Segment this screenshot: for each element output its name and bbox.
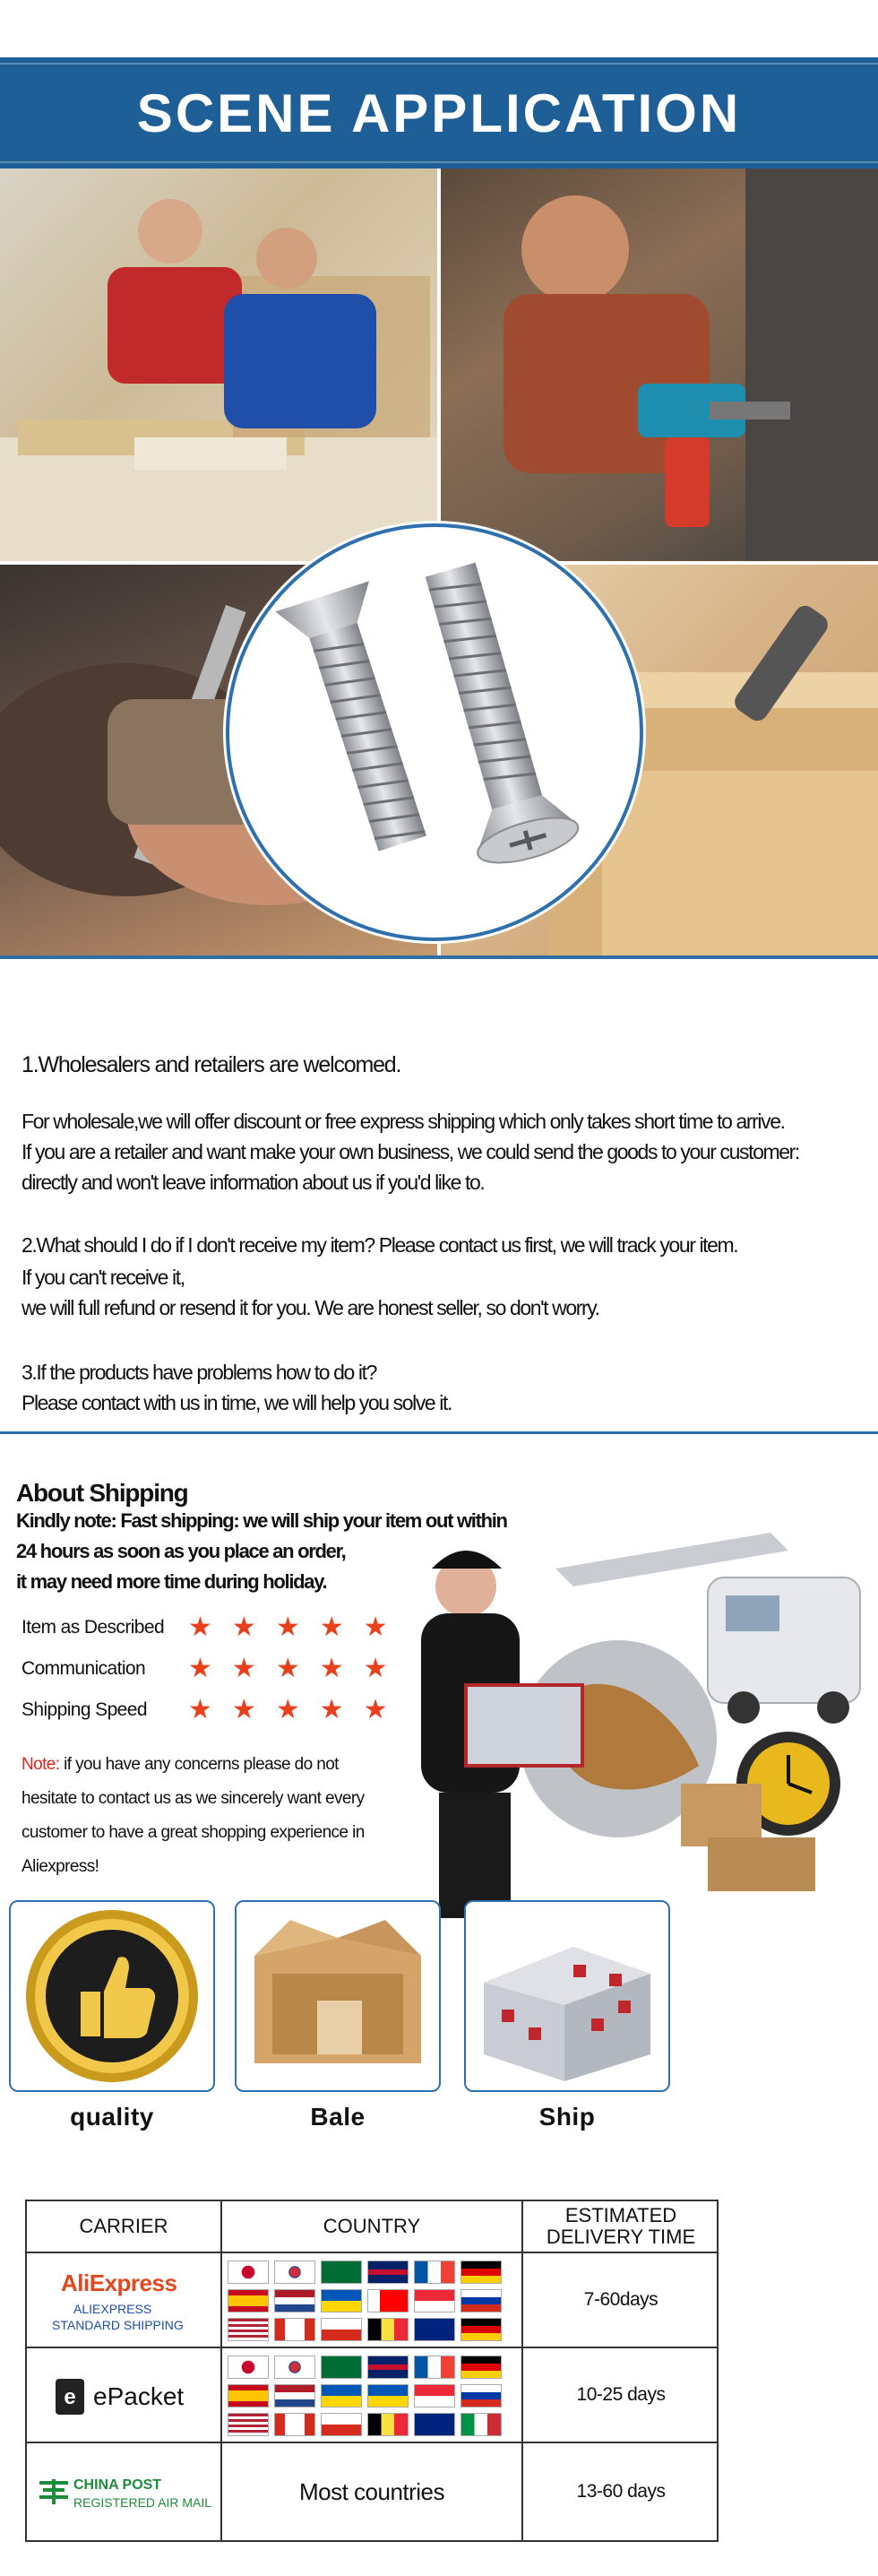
- delivery-time: 7-60days: [523, 2253, 719, 2348]
- scene-collage: [0, 169, 878, 955]
- workshop-illustration: [0, 169, 437, 561]
- quality-card: [9, 1900, 215, 2092]
- rating-stars: [188, 1651, 388, 1687]
- russia-flag-icon: [461, 2384, 502, 2407]
- flag-grid: [228, 2260, 502, 2341]
- thumbs-up-medal-icon: [11, 1902, 213, 2090]
- star-icon: ★: [188, 1612, 212, 1642]
- uk-flag-icon: [367, 2356, 409, 2379]
- star-icon: ★: [231, 1612, 256, 1642]
- drill-illustration: [441, 169, 878, 561]
- epacket-name: ePacket: [93, 2382, 185, 2410]
- carrier-sub: REGISTERED AIR MAIL: [73, 2495, 212, 2510]
- star-icon: ★: [231, 1695, 256, 1725]
- header-time-line: DELIVERY TIME: [546, 2226, 696, 2248]
- header-country: COUNTRY: [222, 2201, 523, 2253]
- rating-label: Item as Described: [22, 1617, 165, 1638]
- china-post-name: CHINA POST: [73, 2477, 162, 2493]
- ukraine-flag-icon: [321, 2384, 362, 2407]
- star-icon: ★: [319, 1612, 344, 1642]
- carrier-sub: STANDARD SHIPPING: [52, 2318, 184, 2332]
- shipping-note: customer to have a great shopping experience in: [22, 1823, 365, 1842]
- belgium-flag-icon: [367, 2318, 409, 2341]
- quality-label: quality: [70, 2103, 154, 2131]
- ukraine-flag-icon: [367, 2384, 409, 2407]
- chile-flag-icon: [321, 2318, 362, 2341]
- note-prefix: Note:: [22, 1755, 60, 1774]
- australia-flag-icon: [414, 2318, 455, 2341]
- france-flag-icon: [414, 2260, 455, 2284]
- photo-workshop-carpenters: [0, 169, 437, 561]
- spain-flag-icon: [228, 2384, 269, 2407]
- shipping-section: [0, 1434, 878, 1918]
- germany-flag-icon: [461, 2356, 502, 2379]
- carrier-aliexpress: [27, 2253, 222, 2348]
- country-flags-2: [222, 2348, 523, 2443]
- shipping-note-line: Kindly note: Fast shipping: we will ship your item out within: [16, 1509, 507, 1532]
- rating-label: Shipping Speed: [22, 1699, 147, 1720]
- star-icon: ★: [231, 1654, 256, 1683]
- france-flag-icon: [414, 2356, 455, 2379]
- shipping-title: About Shipping: [16, 1479, 188, 1507]
- rating-label: Communication: [22, 1658, 146, 1679]
- shipping-photo: [412, 1515, 878, 1918]
- carrier-china-post: [27, 2443, 222, 2540]
- product-circle: [226, 523, 643, 941]
- china-post-logo-icon: [36, 2477, 72, 2506]
- russia-flag-icon: [461, 2289, 502, 2312]
- delivery-table: [25, 2200, 719, 2542]
- rating-stars: [188, 1692, 388, 1728]
- star-icon: ★: [363, 1695, 388, 1725]
- japan-flag-icon: [228, 2356, 269, 2379]
- wrapped-parcel-icon: [466, 1902, 668, 2090]
- note-text: if you have any concerns please do not: [59, 1755, 339, 1774]
- star-icon: ★: [188, 1654, 212, 1683]
- country-flags-1: [222, 2253, 523, 2348]
- faq-1-line: directly and won't leave information about us if you'd like to.: [22, 1171, 485, 1194]
- saudi-flag-icon: [321, 2356, 362, 2379]
- packaging-section: [0, 1900, 878, 2160]
- indonesia-flag-icon: [414, 2289, 455, 2312]
- section-banner: [0, 57, 878, 169]
- carrier-sub: ALIEXPRESS: [73, 2302, 152, 2316]
- country-text: Most countries: [222, 2443, 523, 2540]
- canada-flag-icon: [274, 2318, 315, 2341]
- faq-2-line: we will full refund or resend it for you. We are honest seller, so don't worry.: [22, 1296, 599, 1319]
- rating-stars: [188, 1610, 388, 1646]
- shipping-note-line: 24 hours as soon as you place an order,: [16, 1540, 346, 1562]
- australia-flag-icon: [414, 2413, 455, 2436]
- faq-1-line: For wholesale,we will offer discount or free express shipping which only takes short time to arrive.: [22, 1110, 785, 1133]
- germany-flag-icon: [461, 2318, 502, 2341]
- faq-2-line: If you can't receive it,: [22, 1266, 185, 1289]
- faq-2-line: 2.What should I do if I don't receive my item? Please contact us first, we will track your item.: [22, 1233, 738, 1257]
- ukraine-flag-icon: [321, 2289, 362, 2312]
- star-icon: ★: [275, 1612, 300, 1642]
- uk-flag-icon: [367, 2260, 409, 2284]
- rating-row: [22, 1610, 388, 1646]
- faq-3-line: 3.If the products have problems how to do it?: [22, 1361, 376, 1384]
- carrier-epacket: [27, 2348, 222, 2443]
- rating-row: [22, 1692, 388, 1728]
- faq-1-title: 1.Wholesalers and retailers are welcomed.: [22, 1052, 401, 1077]
- spain-flag-icon: [228, 2289, 269, 2312]
- faq-1-line: If you are a retailer and want make your own business, we could send the goods to your customer:: [22, 1140, 799, 1163]
- bale-label: Bale: [310, 2103, 366, 2131]
- star-icon: ★: [275, 1654, 300, 1683]
- usa-flag-icon: [228, 2318, 269, 2341]
- indonesia-flag-icon: [414, 2384, 455, 2407]
- germany-flag-icon: [461, 2260, 502, 2284]
- chile-flag-icon: [321, 2413, 362, 2436]
- flag-grid: [228, 2356, 502, 2436]
- faq-section: [0, 955, 878, 1434]
- header-time-line: ESTIMATED: [564, 2204, 677, 2226]
- shipping-note: hesitate to contact us as we sincerely want every: [22, 1789, 365, 1808]
- star-icon: ★: [275, 1695, 300, 1725]
- delivery-illustration: [412, 1515, 878, 1918]
- rating-row: [22, 1651, 388, 1687]
- korea-flag-icon: [274, 2356, 315, 2379]
- header-carrier: CARRIER: [27, 2201, 222, 2253]
- delivery-time: 13-60 days: [576, 2481, 666, 2502]
- star-icon: ★: [363, 1612, 388, 1642]
- faq-3-line: Please contact with us in time, we will help you solve it.: [22, 1391, 452, 1414]
- shipping-note: Aliexpress!: [22, 1857, 99, 1876]
- screws-product-image: [229, 527, 640, 938]
- star-icon: ★: [319, 1695, 344, 1725]
- shipping-note-line: it may need more time during holiday.: [16, 1570, 327, 1593]
- delivery-time: 10-25 days: [523, 2348, 719, 2443]
- canada-flag-icon: [274, 2413, 315, 2436]
- japan-flag-icon: [228, 2260, 269, 2284]
- korea-flag-icon: [274, 2260, 315, 2284]
- saudi-flag-icon: [321, 2260, 362, 2284]
- italy-flag-icon: [461, 2413, 502, 2436]
- netherlands-flag-icon: [274, 2384, 315, 2407]
- photo-drill-worker: [441, 169, 878, 561]
- ship-label: Ship: [538, 2103, 596, 2131]
- carton-box-icon: [237, 1902, 439, 2090]
- header-delivery-time: [523, 2201, 719, 2253]
- star-icon: ★: [319, 1654, 344, 1683]
- banner-title: SCENE APPLICATION: [136, 83, 742, 143]
- aliexpress-logo: AliExpress: [61, 2269, 177, 2296]
- epacket-logo-icon: [54, 2377, 86, 2416]
- usa-flag-icon: [228, 2413, 269, 2436]
- ship-card: [464, 1900, 670, 2092]
- svg-text:e: e: [64, 2385, 76, 2409]
- bale-card: [235, 1900, 441, 2092]
- netherlands-flag-icon: [274, 2289, 315, 2312]
- star-icon: ★: [363, 1654, 388, 1683]
- divider: [0, 955, 878, 959]
- belgium-flag-icon: [367, 2413, 409, 2436]
- star-icon: ★: [188, 1695, 212, 1725]
- shipping-note: [22, 1755, 339, 1775]
- swiss-flag-icon: [367, 2289, 409, 2312]
